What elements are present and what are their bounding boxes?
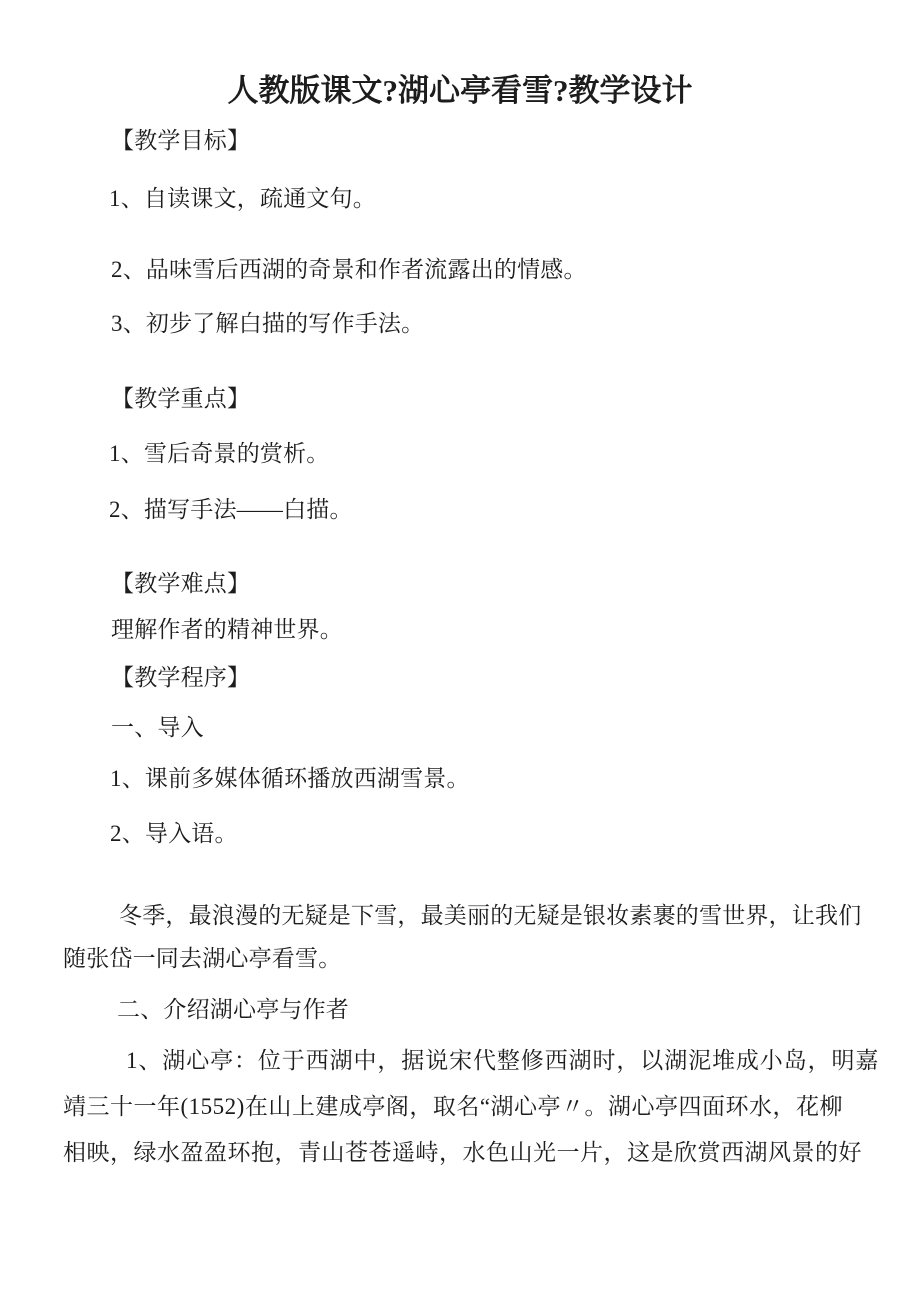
focus-item-1: 1、雪后奇景的赏析。 bbox=[109, 441, 330, 466]
goal-item-3: 3、初步了解白描的写作手法。 bbox=[111, 311, 425, 336]
focus-item-2: 2、描写手法——白描。 bbox=[109, 497, 353, 522]
pavilion-paragraph-line-1: 1、湖心亭：位于西湖中，据说宋代整修西湖时，以湖泥堆成小岛，明嘉 bbox=[126, 1048, 880, 1073]
heading-teaching-focus: 【教学重点】 bbox=[111, 386, 251, 411]
goal-item-1: 1、自读课文，疏通文句。 bbox=[109, 186, 376, 211]
subheading-pavilion-and-author: 二、介绍湖心亭与作者 bbox=[117, 997, 349, 1022]
difficulty-text: 理解作者的精神世界。 bbox=[111, 617, 343, 642]
document-title: 人教版课文?湖心亭看雪?教学设计 bbox=[227, 73, 693, 108]
goal-item-2: 2、品味雪后西湖的奇景和作者流露出的情感。 bbox=[111, 257, 587, 282]
lead-in-item-1: 1、课前多媒体循环播放西湖雪景。 bbox=[110, 766, 470, 791]
pavilion-paragraph-line-3: 相映，绿水盈盈环抱，青山苍苍遥峙，水色山光一片，这是欣赏西湖风景的好 bbox=[63, 1140, 862, 1165]
lead-in-item-2: 2、导入语。 bbox=[110, 821, 238, 846]
heading-teaching-procedure: 【教学程序】 bbox=[111, 665, 251, 690]
lead-in-paragraph-line-2: 随张岱一同去湖心亭看雪。 bbox=[63, 946, 342, 971]
heading-teaching-difficulty: 【教学难点】 bbox=[111, 571, 251, 596]
pavilion-paragraph-line-2: 靖三十一年(1552)在山上建成亭阁，取名“湖心亭〃。湖心亭四面环水，花柳 bbox=[63, 1094, 844, 1119]
subheading-lead-in: 一、导入 bbox=[111, 715, 204, 740]
lead-in-paragraph-line-1: 冬季，最浪漫的无疑是下雪，最美丽的无疑是银妆素裹的雪世界，让我们 bbox=[119, 903, 862, 928]
heading-teaching-goals: 【教学目标】 bbox=[111, 128, 251, 153]
